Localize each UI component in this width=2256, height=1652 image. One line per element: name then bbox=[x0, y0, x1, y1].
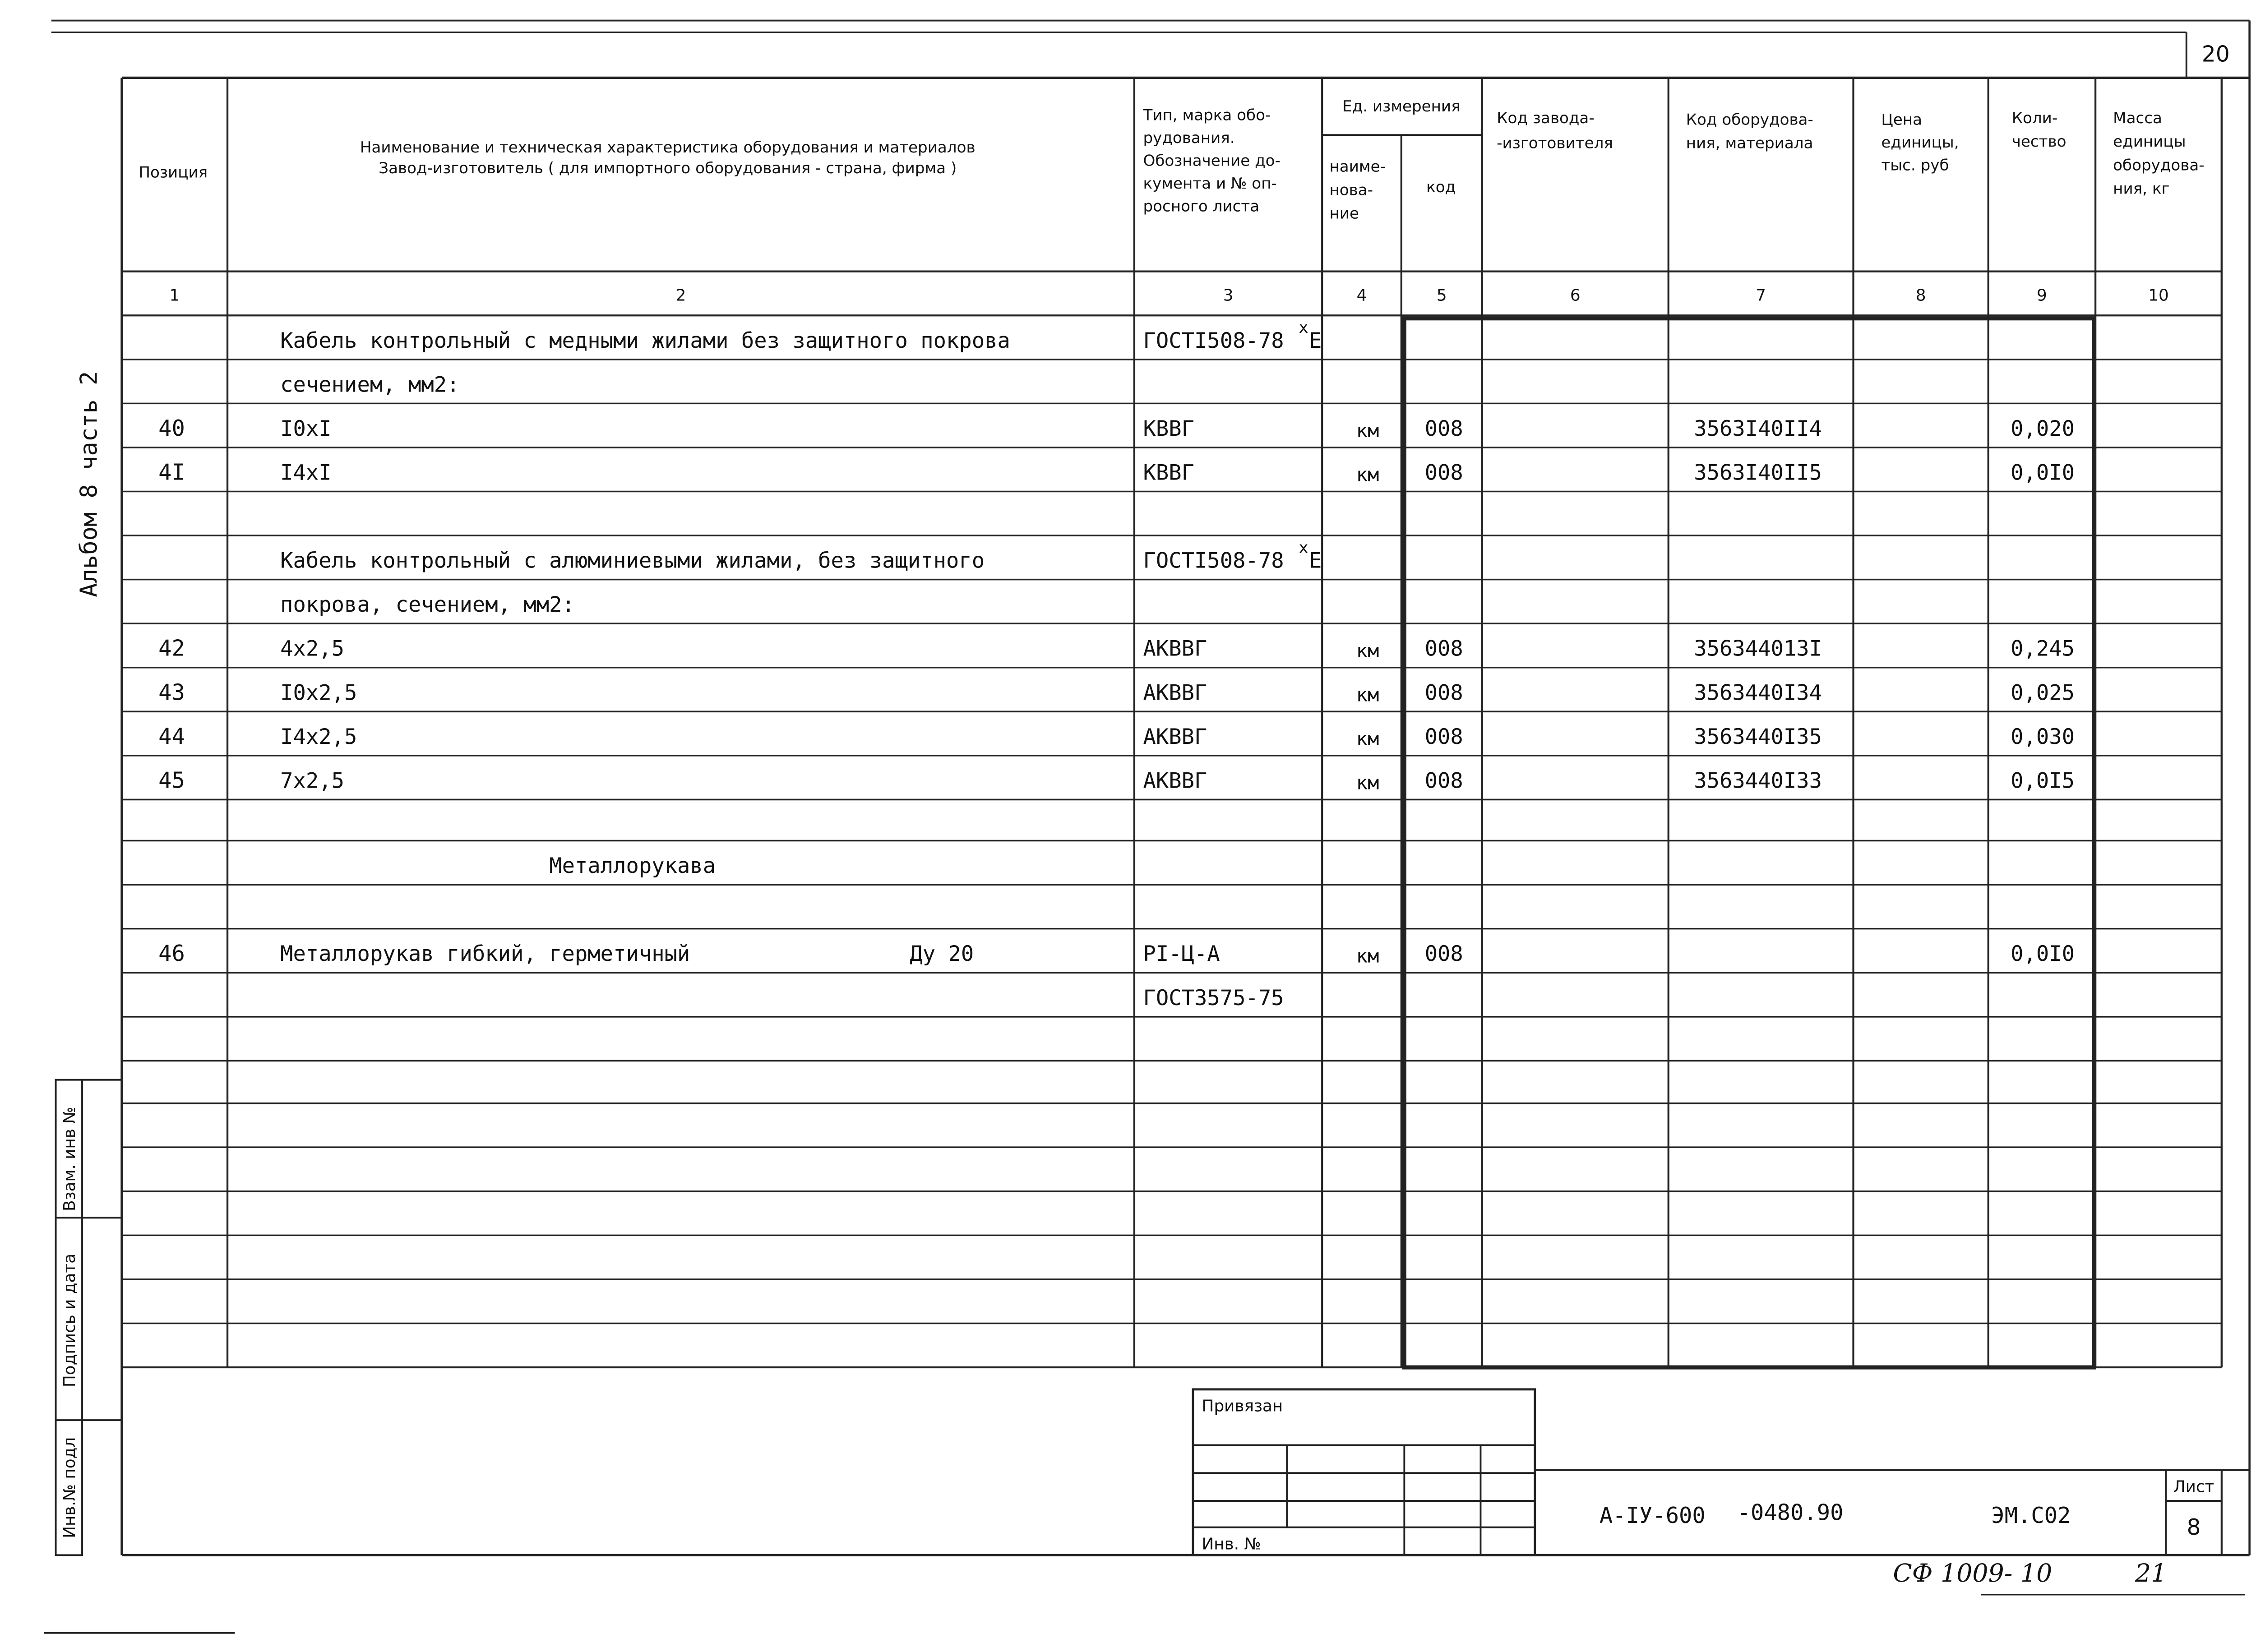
row-name: сечением, мм2: bbox=[280, 372, 460, 397]
row-unit-code: 008 bbox=[1424, 724, 1463, 749]
title-doc-code: А-IУ-600 bbox=[1599, 1502, 1706, 1528]
title-list-number: 8 bbox=[2187, 1514, 2201, 1540]
header-name: Наименование и техническая характеристика оборудования и материалов bbox=[360, 138, 975, 157]
row-type-suffix: Е bbox=[1308, 548, 1322, 573]
row-name: I0x2,5 bbox=[280, 680, 357, 706]
row-material-code: 3563440I33 bbox=[1694, 768, 1822, 794]
header-type: Обозначение до- bbox=[1143, 152, 1281, 170]
header-position: Позиция bbox=[139, 163, 208, 182]
title-doc-mark: ЭМ.С02 bbox=[1991, 1502, 2071, 1528]
header-unit-name: нова- bbox=[1329, 181, 1373, 199]
row-unit: км bbox=[1356, 771, 1379, 794]
stamp-inv-podl: Инв.№ подл bbox=[60, 1437, 79, 1538]
row-type: АКВВГ bbox=[1143, 636, 1207, 661]
column-number: 1 bbox=[169, 286, 180, 305]
header-unit-name: наиме- bbox=[1329, 157, 1386, 176]
row-position: 45 bbox=[158, 767, 185, 794]
row-name: I0xI bbox=[280, 416, 332, 441]
row-position: 42 bbox=[158, 635, 185, 661]
row-unit-code: 008 bbox=[1424, 941, 1463, 967]
header-factory-code: -изготовителя bbox=[1497, 134, 1613, 152]
row-type: АКВВГ bbox=[1143, 724, 1207, 749]
row-material-code: 356344013I bbox=[1694, 636, 1822, 661]
row-position: 4I bbox=[158, 459, 185, 485]
footer-handwritten-code: СФ 1009- 10 bbox=[1893, 1559, 2053, 1588]
side-title: Альбом 8 часть 2 bbox=[75, 371, 103, 597]
column-number: 6 bbox=[1570, 286, 1581, 305]
row-quantity: 0,0I0 bbox=[2011, 460, 2075, 485]
row-unit: км bbox=[1356, 683, 1379, 706]
row-name-extra: Ду 20 bbox=[910, 941, 974, 967]
row-material-code: 3563440I34 bbox=[1694, 680, 1822, 706]
title-list-label: Лист bbox=[2173, 1477, 2214, 1496]
header-mass: ния, кг bbox=[2113, 180, 2170, 198]
row-name: Кабель контрольный с алюминиевыми жилами, без защитного bbox=[280, 548, 985, 573]
header-type: кумента и № оп- bbox=[1143, 174, 1277, 193]
sheet-number-top: 20 bbox=[2201, 41, 2230, 67]
row-name: I4xI bbox=[280, 460, 332, 485]
header-price: единицы, bbox=[1881, 133, 1959, 152]
row-material-code: 3563I40II5 bbox=[1694, 460, 1822, 485]
row-quantity: 0,025 bbox=[2011, 680, 2075, 706]
row-material-code: 3563440I35 bbox=[1694, 724, 1822, 749]
column-number: 5 bbox=[1436, 286, 1447, 305]
row-name: Металлорукав гибкий, герметичный bbox=[280, 941, 690, 967]
row-type: ГОСТI508-78 bbox=[1143, 548, 1284, 573]
header-mass: Масса bbox=[2113, 109, 2162, 128]
row-unit: км bbox=[1356, 463, 1379, 486]
row-name: I4x2,5 bbox=[280, 724, 357, 749]
row-name: 7x2,5 bbox=[280, 768, 345, 794]
column-number: 8 bbox=[1915, 286, 1926, 305]
title-privyazan: Привязан bbox=[1202, 1397, 1283, 1416]
header-price: Цена bbox=[1881, 111, 1923, 129]
row-quantity: 0,0I0 bbox=[2011, 941, 2075, 967]
header-material-code: Код оборудова- bbox=[1686, 111, 1813, 129]
column-number: 2 bbox=[675, 286, 686, 305]
row-type-suffix: Е bbox=[1308, 328, 1322, 353]
row-unit: км bbox=[1356, 420, 1379, 442]
row-unit: км bbox=[1356, 945, 1379, 967]
title-inv-no: Инв. № bbox=[1202, 1535, 1261, 1554]
row-type: РI-Ц-А bbox=[1143, 941, 1220, 967]
row-section-title: Металлорукава bbox=[549, 854, 716, 879]
header-type: рудования. bbox=[1143, 129, 1235, 148]
row-type: АКВВГ bbox=[1143, 680, 1207, 706]
column-number: 3 bbox=[1223, 286, 1234, 305]
header-type: росного листа bbox=[1143, 197, 1260, 216]
row-name: Кабель контрольный с медными жилами без защитного покрова bbox=[280, 328, 1010, 353]
column-number: 9 bbox=[2037, 286, 2047, 305]
header-quantity: Коли- bbox=[2011, 109, 2058, 128]
row-type-sup: х bbox=[1299, 539, 1308, 558]
header-mass: оборудова- bbox=[2113, 156, 2205, 175]
row-type: КВВГ bbox=[1143, 460, 1194, 485]
stamp-vzam: Взам. инв № bbox=[60, 1107, 79, 1211]
row-unit-code: 008 bbox=[1424, 416, 1463, 441]
row-unit: км bbox=[1356, 639, 1379, 662]
row-material-code: 3563I40II4 bbox=[1694, 416, 1822, 441]
header-price: тыс. руб bbox=[1881, 156, 1949, 175]
table-grid bbox=[44, 21, 2250, 1633]
row-type-sup: х bbox=[1299, 318, 1308, 337]
header-name: Завод-изготовитель ( для импортного оборудования - страна, фирма ) bbox=[379, 159, 957, 177]
row-quantity: 0,030 bbox=[2011, 724, 2075, 749]
header-quantity: чество bbox=[2011, 133, 2066, 151]
row-position: 40 bbox=[158, 415, 185, 441]
header-unit-name: ние bbox=[1329, 204, 1359, 223]
header-material-code: ния, материала bbox=[1686, 134, 1813, 152]
row-unit-code: 008 bbox=[1424, 680, 1463, 706]
row-type: АКВВГ bbox=[1143, 768, 1207, 794]
header-units: Ед. измерения bbox=[1342, 97, 1461, 116]
footer-handwritten-page: 21 bbox=[2135, 1559, 2167, 1588]
header-factory-code: Код завода- bbox=[1497, 109, 1595, 128]
row-unit-code: 008 bbox=[1424, 460, 1463, 485]
row-quantity: 0,0I5 bbox=[2011, 768, 2075, 794]
table-text bbox=[60, 42, 2230, 1588]
row-position: 43 bbox=[158, 679, 185, 706]
header-type: Тип, марка обо- bbox=[1143, 106, 1271, 125]
header-mass: единицы bbox=[2113, 133, 2186, 151]
row-type: ГОСТI508-78 bbox=[1143, 328, 1284, 353]
row-name: 4x2,5 bbox=[280, 636, 345, 661]
row-unit-code: 008 bbox=[1424, 636, 1463, 661]
column-number: 4 bbox=[1356, 286, 1367, 305]
stamp-podpis: Подпись и дата bbox=[60, 1253, 79, 1388]
row-quantity: 0,245 bbox=[2011, 636, 2075, 661]
row-unit-code: 008 bbox=[1424, 768, 1463, 794]
title-doc-number: -0480.90 bbox=[1737, 1500, 1844, 1526]
row-quantity: 0,020 bbox=[2011, 416, 2075, 441]
row-unit: км bbox=[1356, 728, 1379, 750]
row-position: 44 bbox=[158, 723, 185, 749]
row-name: покрова, сечением, мм2: bbox=[280, 592, 575, 618]
column-number: 7 bbox=[1756, 286, 1766, 305]
row-position: 46 bbox=[158, 941, 185, 967]
header-unit-code: код bbox=[1426, 178, 1456, 197]
row-type: ГОСТ3575-75 bbox=[1143, 985, 1284, 1011]
row-type: КВВГ bbox=[1143, 416, 1194, 441]
column-number: 10 bbox=[2148, 286, 2169, 305]
